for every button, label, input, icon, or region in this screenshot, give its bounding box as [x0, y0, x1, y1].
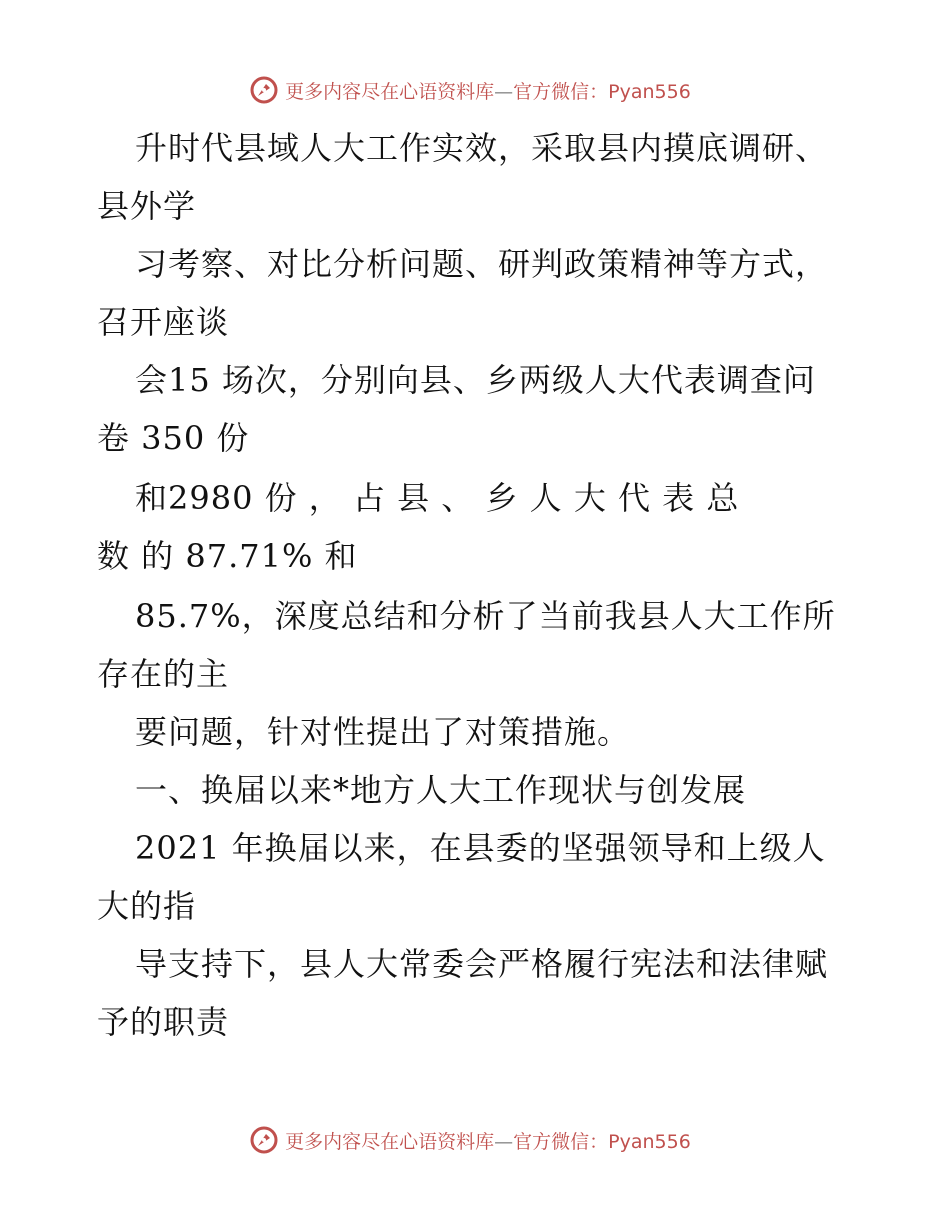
paragraph-5-line-1: 85.7%，深度总结和分析了当前我县人大工作所: [135, 597, 836, 635]
paragraph-9-line-2: 予的职责: [97, 1003, 230, 1041]
paragraph-8-line-1: 2021 年换届以来，在县委的坚强领导和上级人: [135, 829, 826, 867]
paragraph-2-line-2: 召开座谈: [97, 303, 230, 341]
pen-nib-circle-icon: [249, 1125, 279, 1155]
paragraph-8-line-2: 大的指: [97, 887, 197, 925]
paragraph-1-line-1: 升时代县域人大工作实效，采取县内摸底调研、: [135, 129, 829, 167]
paragraph-9-line-1: 导支持下，县人大常委会严格履行宪法和法律赋: [135, 945, 829, 983]
paragraph-4-line-1: 和2980 份 ， 占 县 、 乡 人 大 代 表 总: [135, 479, 740, 517]
paragraph-3-line-1: 会15 场次，分别向县、乡两级人大代表调查问: [135, 361, 816, 399]
watermark-text: 更多内容尽在心语资料库—官方微信：Pyan556: [285, 1130, 691, 1153]
paragraph-5-line-2: 存在的主: [97, 655, 230, 693]
paragraph-4-line-2: 数 的 87.71% 和: [97, 537, 358, 575]
footer-watermark: [0, 1120, 950, 1160]
watermark-text: 更多内容尽在心语资料库—官方微信：Pyan556: [285, 80, 691, 103]
paragraph-6-line-1: 要问题，针对性提出了对策措施。: [135, 713, 631, 751]
paragraph-3-line-2: 卷 350 份: [97, 419, 250, 457]
paragraph-2-line-1: 习考察、对比分析问题、研判政策精神等方式，: [135, 245, 829, 283]
section-heading: 一、换届以来*地方人大工作现状与创发展: [135, 771, 747, 809]
paragraph-1-line-2: 县外学: [97, 187, 197, 225]
